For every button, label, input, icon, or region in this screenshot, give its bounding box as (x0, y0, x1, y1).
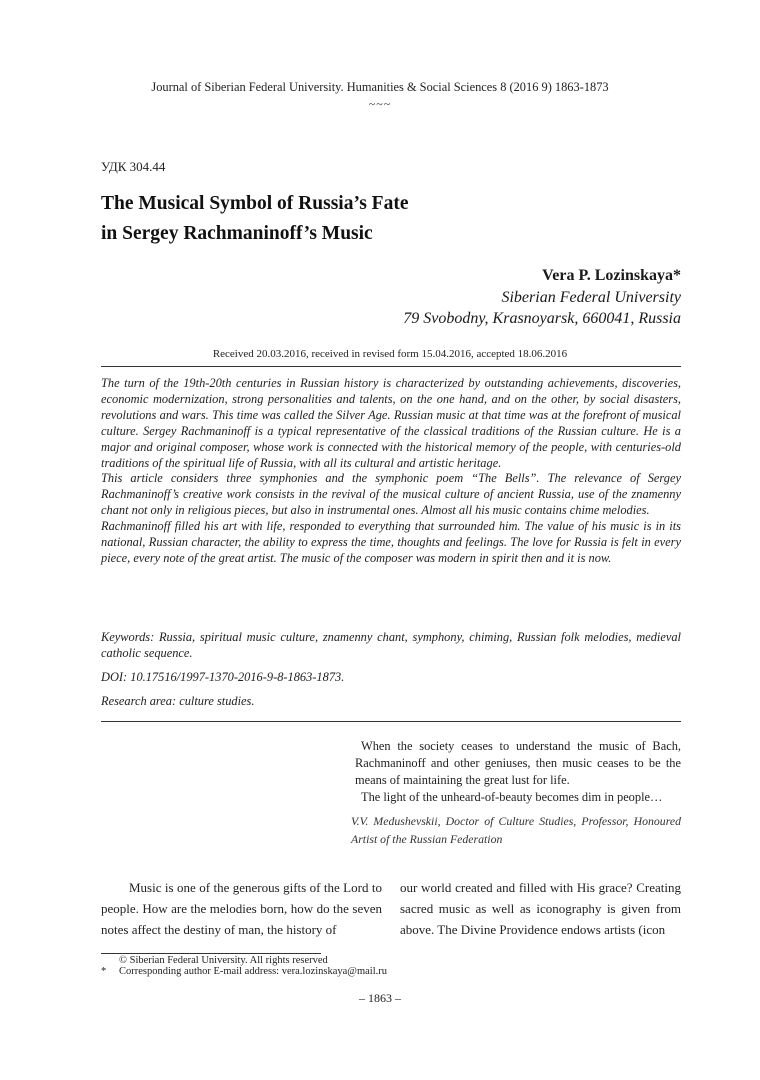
keywords: Keywords: Russia, spiritual music culture, znamenny chant, symphony, chiming, Russian folk melodies, medieval catholic sequence. (101, 630, 681, 660)
author-address: 79 Svobodny, Krasnoyarsk, 660041, Russia (403, 310, 681, 327)
footnote-rule (101, 953, 321, 954)
abstract-bottom-rule (101, 721, 681, 722)
udk-code: УДК 304.44 (101, 159, 166, 174)
body-column-right: our world created and filled with His grace? Creating sacred music as well as iconography is given from above. The Divine Providence endows artists (icon (400, 880, 681, 937)
abstract (101, 376, 681, 567)
epigraph-quote: The light of the unheard-of-beauty becomes dim in people… (361, 790, 663, 804)
header-ornament: ~~~ (368, 97, 392, 111)
title-line-1: The Musical Symbol of Russia’s Fate (101, 193, 409, 214)
copyright-footnote: © Siberian Federal University. All rights reserved (119, 955, 328, 966)
journal-header: Journal of Siberian Federal University. Humanities & Social Sciences 8 (2016 9) 1863-1873 (151, 80, 609, 94)
abstract-paragraph: This article considers three symphonies and the symphonic poem “The Bells”. The relevance of Sergey Rachmaninoff’s creative work consists in the revival of the musical culture of ancient Russia, use of the znamenny chant not only in religious pieces, but also in instrumental ones. Almost all his music contains chime melodies. (101, 471, 681, 518)
abstract-paragraph: The turn of the 19th-20th centuries in Russian history is characterized by outstanding achievements, discoveries, economic modernization, strong personalities and talents, on the one hand, and on the other, by social disasters, revolutions and wars. This time was called the Silver Age. Russian music at that time was at the forefront of musical culture. Sergey Rachmaninoff is a typical representative of the classical traditions of the Russian culture. He is a major and original composer, whose work is connected with the historical memory of the people, with centuries-old traditions of the spiritual life of Russia, with all its cultural and artistic heritage. (101, 376, 681, 470)
author-affiliation: Siberian Federal University (501, 288, 681, 306)
keywords-block (101, 630, 681, 718)
footnote-marker: * (101, 966, 107, 977)
abstract-top-rule (101, 366, 681, 367)
epigraph-quote: When the society ceases to understand the music of Bach, Rachmaninoff and other geniuses, then music ceases to be the means of maintaining the great lust for life. (355, 739, 681, 787)
received-dates: Received 20.03.2016, received in revised form 15.04.2016, accepted 18.06.2016 (212, 348, 568, 360)
paper-title (101, 189, 661, 249)
epigraph-source: V.V. Medushevskii, Doctor of Culture Studies, Professor, Honoured Artist of the Russian Federation (351, 814, 681, 846)
page-number: – 1863 – (359, 991, 401, 1005)
body-column-left: Music is one of the generous gifts of the Lord to people. How are the melodies born, how do the seven notes affect the destiny of man, the history of (101, 880, 382, 937)
corresponding-email[interactable]: Corresponding author E-mail address: vera.lozinskaya@mail.ru (119, 966, 388, 977)
abstract-paragraph: Rachmaninoff filled his art with life, responded to everything that surrounded him. The value of his music is in its national, Russian character, the ability to express the time, thoughts and feelings. The love for Russia is felt in every piece, every note of the great artist. The music of the composer was modern in spirit then and it is now. (101, 519, 681, 565)
corresponding-author-footnote (101, 966, 387, 978)
research-area: Research area: culture studies. (101, 693, 255, 708)
author-name: Vera P. Lozinskaya* (542, 267, 681, 284)
title-line-2: in Sergey Rachmaninoff’s Music (101, 223, 373, 244)
author-block (300, 265, 681, 330)
doi[interactable]: DOI: 10.17516/1997-1370-2016-9-8-1863-1873. (101, 669, 345, 684)
epigraph (355, 738, 681, 806)
